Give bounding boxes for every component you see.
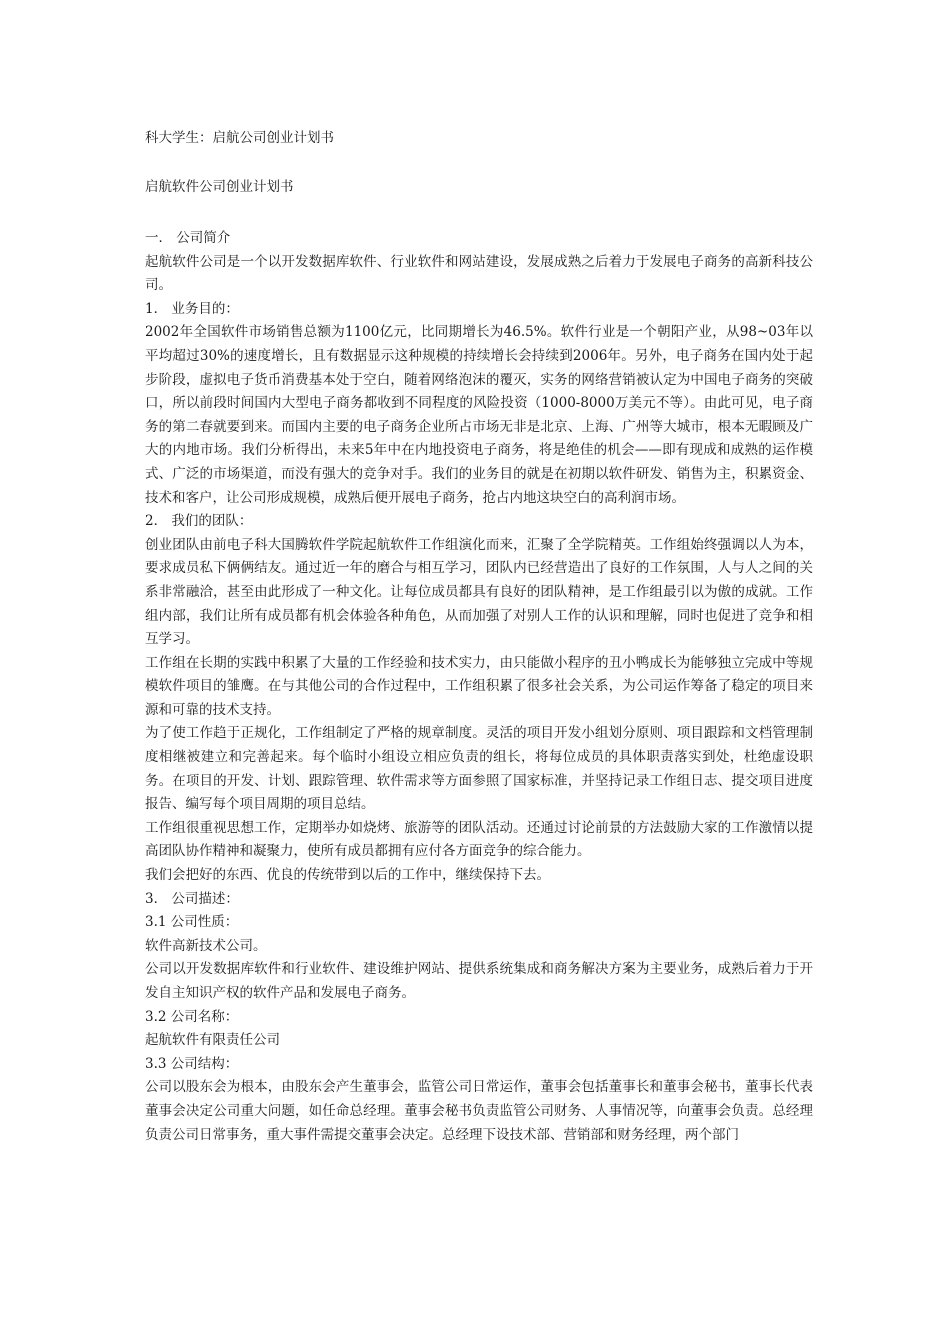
paragraph-company-nature-1: 软件高新技术公司。 (145, 937, 267, 954)
subsection-heading-company-name: 3.2 公司名称： (145, 1008, 239, 1025)
paragraph-intro: 起航软件公司是一个以开发数据库软件、行业软件和网站建设，发展成熟之后着力于发展电子商务的高新科技公司。 (145, 253, 813, 294)
paragraph-team-1: 创业团队由前电子科大国腾软件学院起航软件工作组演化而来，汇聚了全学院精英。工作组始终强调以人为本，要求成员私下俩俩结友。通过近一年的磨合与相互学习，团队内已经营造出了良好的工作氛围，人与人之间的关系非常融洽，甚至由此形成了一种文化。让每位成员都具有良好的团队精神，是工作组最引以为傲的成就。工作组内部，我们让所有成员都有机会体验各种角色，从而加强了对别人工作的认识和理解，同时也促进了竞争和相互学习。 (145, 536, 813, 648)
paragraph-team-5: 我们会把好的东西、优良的传统带到以后的工作中，继续保持下去。 (145, 867, 550, 884)
document-body (145, 227, 813, 1147)
document-title: 启航软件公司创业计划书 (145, 179, 294, 195)
subsection-heading-business-purpose: 1． 业务目的： (145, 300, 239, 317)
subsection-heading-company-nature: 3.1 公司性质： (145, 914, 239, 931)
paragraph-company-nature-2: 公司以开发数据库软件和行业软件、建设维护网站、提供系统集成和商务解决方案为主要业务，成熟后着力于开发自主知识产权的软件产品和发展电子商务。 (145, 961, 813, 1001)
subsection-heading-team: 2． 我们的团队： (145, 513, 253, 530)
paragraph-team-3: 为了使工作趋于正规化，工作组制定了严格的规章制度。灵活的项目开发小组划分原则、项目跟踪和文档管理制度相继被建立和完善起来。每个临时小组设立相应负责的组长，将每位成员的具体职责落实到处，杜绝虚设职务。在项目的开发、计划、跟踪管理、软件需求等方面参照了国家标准，并坚持记录工作组日志、提交项目进度报告、编写每个项目周期的项目总结。 (145, 725, 813, 813)
paragraph-team-4: 工作组很重视思想工作，定期举办如烧烤、旅游等的团队活动。还通过讨论前景的方法鼓励大家的工作激情以提高团队协作精神和凝聚力，使所有成员都拥有应付各方面竞争的综合能力。 (145, 819, 813, 860)
paragraph-team-2: 工作组在长期的实践中积累了大量的工作经验和技术实力，由只能做小程序的丑小鸭成长为能够独立完成中等规模软件项目的雏鹰。在与其他公司的合作过程中，工作组积累了很多社会关系，为公司运作筹备了稳定的项目来源和可靠的技术支持。 (145, 654, 813, 718)
paragraph-business-purpose: 2002年全国软件市场销售总额为1100亿元，比同期增长为46.5%。软件行业是一个朝阳产业，从98~03年以平均超过30%的速度增长，且有数据显示这种规模的持续增长会持续到2006年。另外，电子商务在国内处于起步阶段，虚拟电子货币消费基本处于空白，随着网络泡沫的覆灭，实务的网络营销被认定为中国电子商务的突破口，所以前段时间国内大型电子商务都收到不同程度的风险投资（1000-8000万美元不等）。由此可见，电子商务的第二春就要到来。而国内主要的电子商务企业所占市场无非是北京、上海、广州等大城市，根本无暇顾及广大的内地市场。我们分析得出，未来5年中在内地投资电子商务，将是绝佳的机会——即有现成和成熟的运作模式、广泛的市场渠道，而没有强大的竞争对手。我们的业务目的就是在初期以软件研发、销售为主，积累资金、技术和客户，让公司形成规模，成熟后便开展电子商务，抢占内地这块空白的高利润市场。 (145, 324, 813, 506)
document-header: 科大学生：启航公司创业计划书 (145, 130, 334, 146)
paragraph-company-structure: 公司以股东会为根本，由股东会产生董事会，监管公司日常运作，董事会包括董事长和董事会秘书，董事长代表董事会决定公司重大问题，如任命总经理。董事会秘书负责监管公司财务、人事情况等，向董事会负责。总经理负责公司日常事务，重大事件需提交董事会决定。总经理下设技术部、营销部和财务经理，两个部门 (145, 1079, 813, 1143)
subsection-heading-company-structure: 3.3 公司结构： (145, 1055, 239, 1072)
subsection-heading-company-description: 3． 公司描述： (145, 890, 239, 907)
paragraph-company-name: 起航软件有限责任公司 (145, 1032, 280, 1049)
section-heading-company-intro: 一． 公司简介 (145, 230, 231, 246)
